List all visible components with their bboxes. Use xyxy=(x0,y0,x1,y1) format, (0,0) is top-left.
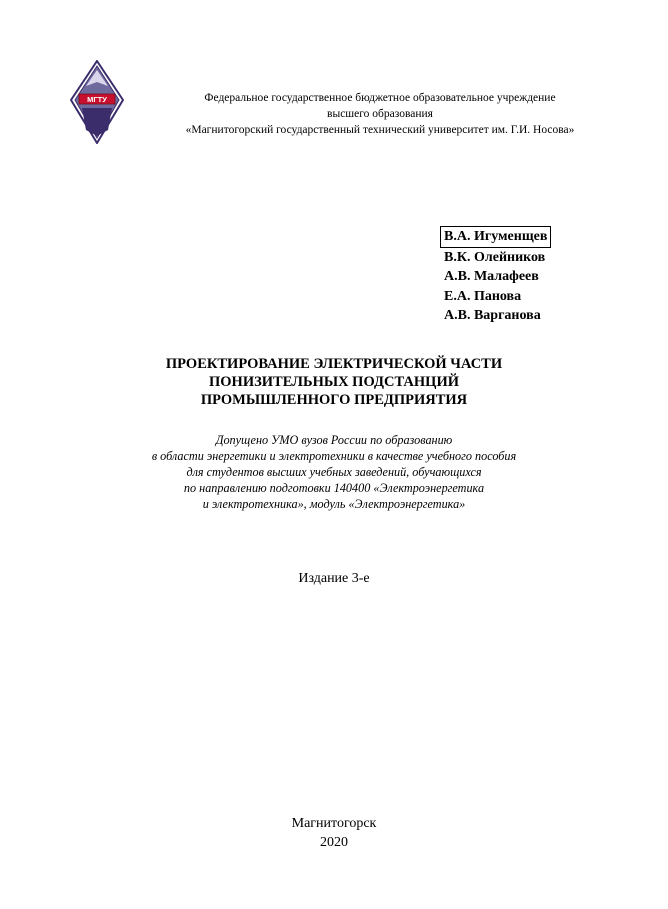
book-title xyxy=(0,355,668,409)
approval-line: Допущено УМО вузов России по образованию xyxy=(215,433,453,447)
publication-info xyxy=(0,814,668,852)
approval-line: для студентов высших учебных заведений, обучающихся xyxy=(186,465,482,479)
author-name: В.А. Игуменщев xyxy=(440,226,551,248)
institution-line: «Магнитогорский государственный технический университет им. Г.И. Носова» xyxy=(185,124,575,136)
authors-list xyxy=(440,226,551,326)
publication-city: Магнитогорск xyxy=(291,816,377,831)
author-name: А.В. Варганова xyxy=(444,308,541,323)
author-name: В.К. Олейников xyxy=(444,249,546,265)
approval-line: по направлению подготовки 140400 «Электроэнергетика xyxy=(183,481,485,495)
institution-line: высшего образования xyxy=(327,108,433,120)
title-line: ПРОЕКТИРОВАНИЕ ЭЛЕКТРИЧЕСКОЙ ЧАСТИ xyxy=(165,356,503,372)
approval-line: в области энергетики и электротехники в качестве учебного пособия xyxy=(151,449,517,463)
edition: Издание 3-е xyxy=(298,571,370,586)
publication-year: 2020 xyxy=(320,835,348,850)
approval-line: и электротехника», модуль «Электроэнергетика» xyxy=(202,497,466,511)
title-line: ПРОМЫШЛЕННОГО ПРЕДПРИЯТИЯ xyxy=(200,392,468,408)
logo-text: МГТУ xyxy=(87,95,107,104)
institution-name xyxy=(110,90,650,138)
institution-line: Федеральное государственное бюджетное образовательное учреждение xyxy=(204,92,556,104)
author-name: Е.А. Панова xyxy=(444,288,522,304)
author-name: А.В. Малафеев xyxy=(444,269,539,284)
approval-note xyxy=(0,432,668,512)
title-line: ПОНИЗИТЕЛЬНЫХ ПОДСТАНЦИЙ xyxy=(208,374,460,390)
